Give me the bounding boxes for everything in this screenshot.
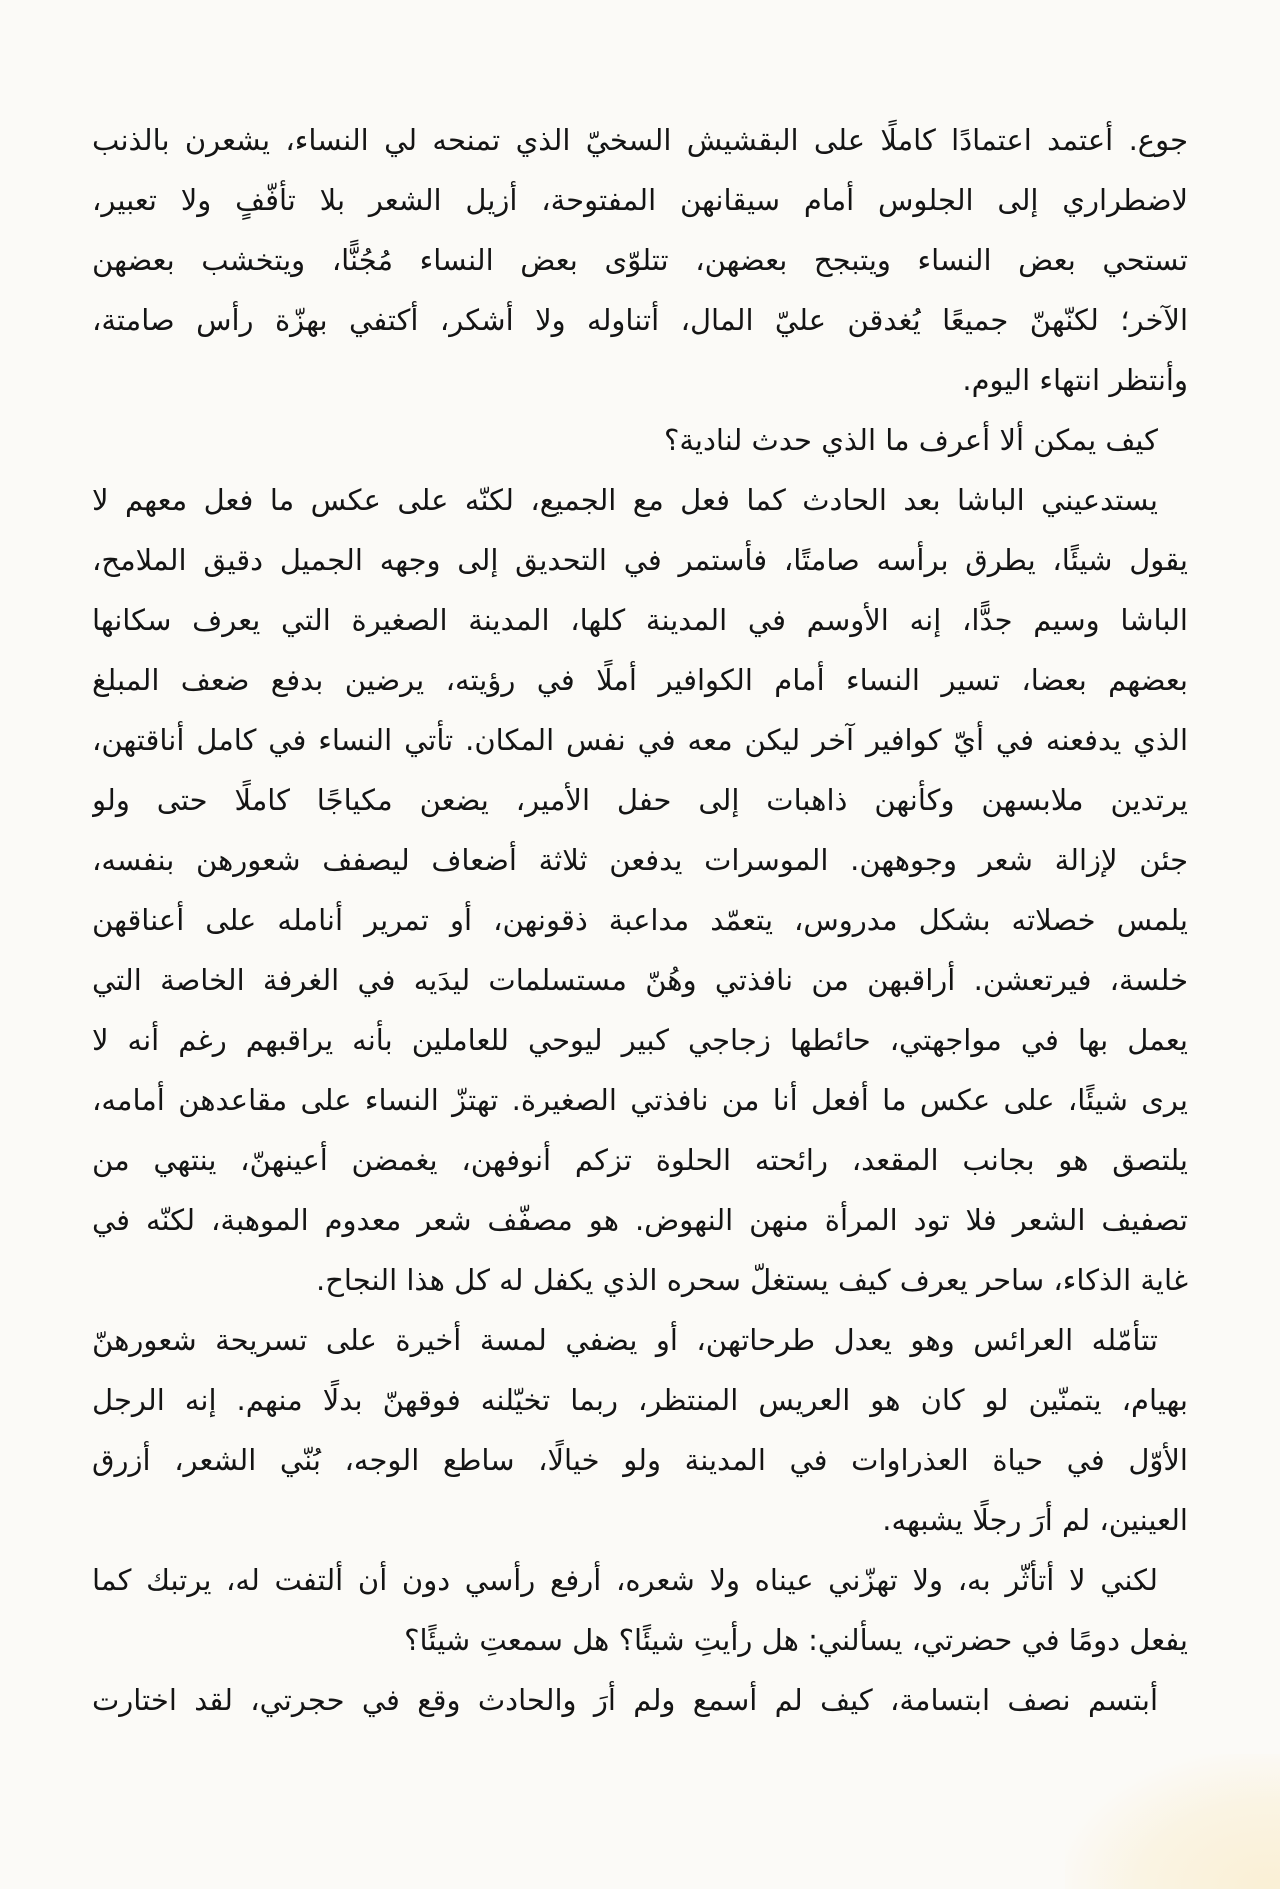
text-line: تستحي بعض النساء ويتبجح بعضهن، تتلوّى بعض النساء مُجُنًّا، ويتخشب بعضهن: [92, 243, 1188, 277]
text-line: جئن لإزالة شعر وجوههن. الموسرات يدفعن ثلاثة أضعاف ليصفف شعورهن بنفسه،: [92, 843, 1188, 877]
text-line: تصفيف الشعر فلا تود المرأة منهن النهوض. هو مصفّف شعر معدوم الموهبة، لكنّه في: [92, 1203, 1188, 1237]
text-line: يلتصق هو بجانب المقعد، رائحته الحلوة تزكم أنوفهن، يغمضن أعينهنّ، ينتهي من: [92, 1143, 1188, 1177]
text-line: الذي يدفعنه في أيّ كوافير آخر ليكن معه في نفس المكان. تأتي النساء في كامل أناقتهن،: [92, 723, 1188, 757]
text-line: الباشا وسيم جدًّا، إنه الأوسم في المدينة كلها، المدينة الصغيرة التي يعرف سكانها: [92, 603, 1188, 637]
text-line: يعمل بها في مواجهتي، حائطها زجاجي كبير ليوحي للعاملين بأنه يراقبهم رغم أنه لا: [92, 1023, 1188, 1057]
text-line: جوع. أعتمد اعتمادًا كاملًا على البقشيش السخيّ الذي تمنحه لي النساء، يشعرن بالذنب: [92, 123, 1188, 157]
text-line: العينين، لم أرَ رجلًا يشبهه.: [882, 1503, 1188, 1537]
text-line: الأوّل في حياة العذراوات في المدينة ولو خيالًا، ساطع الوجه، بُنّي الشعر، أزرق: [92, 1443, 1188, 1477]
text-line: غاية الذكاء، ساحر يعرف كيف يستغلّ سحره الذي يكفل له كل هذا النجاح.: [315, 1263, 1188, 1297]
text-line: كيف يمكن ألا أعرف ما الذي حدث لنادية؟: [663, 423, 1158, 457]
text-line: يلمس خصلاته بشكل مدروس، يتعمّد مداعبة ذقونهن، أو تمرير أنامله على أعناقهن: [92, 903, 1188, 937]
text-line: بهيام، يتمنّين لو كان هو العريس المنتظر، ربما تخيّلنه فوقهنّ بدلًا منهم. إنه الرجل: [92, 1383, 1188, 1417]
text-line: يفعل دومًا في حضرتي، يسألني: هل رأيتِ شيئًا؟ هل سمعتِ شيئًا؟: [404, 1623, 1188, 1657]
text-line: بعضهم بعضا، تسير النساء أمام الكوافير أملًا في رؤيته، يرضين بدفع ضعف المبلغ: [92, 663, 1188, 697]
text-line: أبتسم نصف ابتسامة، كيف لم أسمع ولم أرَ والحادث وقع في حجرتي، لقد اختارت: [92, 1683, 1158, 1717]
text-line: تتأمّله العرائس وهو يعدل طرحاتهن، أو يضفي لمسة أخيرة على تسريحة شعورهنّ: [92, 1323, 1158, 1357]
text-line: لاضطراري إلى الجلوس أمام سيقانهن المفتوحة، أزيل الشعر بلا تأفّفٍ ولا تعبير،: [92, 183, 1188, 217]
text-line: لكني لا أتأثّر به، ولا تهزّني عيناه ولا شعره، أرفع رأسي دون أن ألتفت له، يرتبك كما: [92, 1563, 1158, 1597]
text-line: يرتدين ملابسهن وكأنهن ذاهبات إلى حفل الأمير، يضعن مكياجًا كاملًا حتى ولو: [92, 783, 1188, 817]
text-line: وأنتظر انتهاء اليوم.: [962, 363, 1188, 397]
text-line: يقول شيئًا، يطرق برأسه صامتًا، فأستمر في التحديق إلى وجهه الجميل دقيق الملامح،: [92, 543, 1188, 577]
text-line: الآخر؛ لكنّهنّ جميعًا يُغدقن عليّ المال، أتناوله ولا أشكر، أكتفي بهزّة رأس صامتة،: [92, 303, 1188, 337]
text-line: يستدعيني الباشا بعد الحادث كما فعل مع الجميع، لكنّه على عكس ما فعل معهم لا: [92, 483, 1158, 517]
text-line: يرى شيئًا، على عكس ما أفعل أنا من نافذتي الصغيرة. تهتزّ النساء على مقاعدهن أمامه،: [92, 1083, 1188, 1117]
text-line: خلسة، فيرتعشن. أراقبهن من نافذتي وهُنّ مستسلمات ليدَيه في الغرفة الخاصة التي: [92, 963, 1188, 997]
